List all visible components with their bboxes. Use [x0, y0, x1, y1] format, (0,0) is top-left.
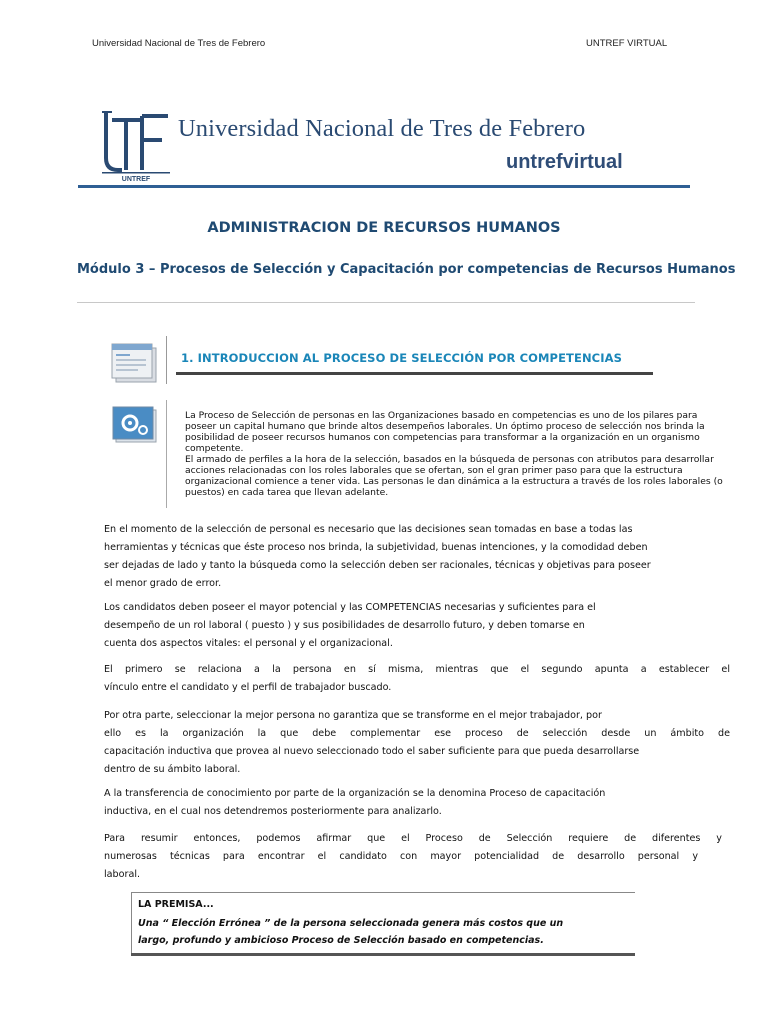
- section-divider-vertical: [166, 336, 167, 384]
- text-line: Los candidatos deben poseer el mayor potencial y las COMPETENCIAS necesarias y suficientes para el: [104, 602, 596, 613]
- intro-text: [185, 410, 730, 498]
- text-line: capacitación inductiva que provea al nuevo seleccionado todo el saber suficiente para que pueda desarrollarse: [104, 746, 640, 757]
- running-header-right: UNTREF VIRTUAL: [586, 38, 668, 49]
- text-line: cuenta dos aspectos vitales: el personal y el organizacional.: [104, 638, 393, 649]
- body-paragraph-6: [104, 830, 722, 884]
- text-line: laboral.: [104, 869, 141, 880]
- premise-label: LA PREMISA...: [138, 899, 214, 910]
- text-line: A la transferencia de conocimiento por parte de la organización se la denomina Proceso de capacitación: [104, 788, 606, 799]
- premise-text: [138, 915, 628, 949]
- gear-window-icon: [110, 404, 160, 450]
- subbrand-name: untrefvirtual: [506, 151, 623, 173]
- body-paragraph-1: [104, 521, 730, 593]
- text-line: En el momento de la selección de personal es necesario que las decisiones sean tomadas en base a todas las: [104, 524, 633, 535]
- premise-top-rule: [131, 892, 635, 893]
- section-underline: [176, 372, 653, 375]
- text-line: ello es la organización la que debe complementar ese proceso de selección desde un ámbito de: [104, 728, 730, 739]
- text-line: el menor grado de error.: [104, 578, 222, 589]
- body-paragraph-5: [104, 785, 730, 821]
- intro-divider-vertical: [166, 400, 167, 508]
- logo-divider: [78, 185, 690, 188]
- running-header-left: Universidad Nacional de Tres de Febrero: [92, 38, 266, 49]
- text-line: Para resumir entonces, podemos afirmar que el Proceso de Selección requiere de diferentes y: [104, 833, 722, 844]
- text-line: dentro de su ámbito laboral.: [104, 764, 241, 775]
- document-title: ADMINISTRACION DE RECURSOS HUMANOS: [207, 220, 561, 236]
- text-line: numerosas técnicas para encontrar el candidato con mayor potencialidad de desarrollo personal y: [104, 851, 698, 862]
- text-line: ser dejadas de lado y tanto la búsqueda como la selección deben ser racionales, técnicas y objetivas para poseer: [104, 560, 651, 571]
- text-line: inductiva, en el cual nos detendremos posteriormente para analizarlo.: [104, 806, 442, 817]
- text-line: El primero se relaciona a la persona en sí misma, mientras que el segundo apunta a establecer el: [104, 664, 730, 675]
- logo-caption: UNTREF: [121, 176, 151, 182]
- module-divider: [77, 302, 695, 303]
- window-icon: [108, 340, 158, 386]
- body-paragraph-4: [104, 707, 730, 779]
- text-line: desempeño de un rol laboral ( puesto ) y sus posibilidades de desarrollo futuro, y deben tomarse en: [104, 620, 585, 631]
- text-line: vínculo entre el candidato y el perfil de trabajador buscado.: [104, 682, 392, 693]
- body-paragraph-3: [104, 661, 730, 697]
- intro-paragraph-1: La Proceso de Selección de personas en las Organizaciones basado en competencias es uno de los pilares para poseer un capital humano que brinde altos desempeños laborales. Un óptimo proceso de selección nos brinda la posibilidad de poseer recursos humanos con competencias para transformar a la organización en un organismo competente.: [185, 410, 705, 454]
- text-line: Por otra parte, seleccionar la mejor persona no garantiza que se transforme en el mejor trabajador, por: [104, 710, 602, 721]
- section-heading: 1. INTRODUCCION AL PROCESO DE SELECCIÓN POR COMPETENCIAS: [181, 351, 622, 365]
- premise-line-1: Una “ Elección Errónea ” de la persona seleccionada genera más costos que un: [138, 918, 564, 929]
- premise-line-2: largo, profundo y ambicioso Proceso de Selección basado en competencias.: [138, 935, 544, 946]
- university-logo: [100, 108, 690, 192]
- premise-left-rule: [131, 893, 132, 953]
- body-paragraph-2: [104, 599, 730, 653]
- intro-paragraph-2: El armado de perfiles a la hora de la selección, basados en la búsqueda de personas con atributos para desarrollar acciones relacionadas con los roles laborales que se ofertan, son el gran primer paso para que la estructura organizacional comience a tener vida. Las personas le dan dinámica a la estructura a través de los roles laborales (o puestos) en cada tarea que llevan adelante.: [185, 454, 723, 498]
- university-name: Universidad Nacional de Tres de Febrero: [178, 115, 586, 142]
- untref-logo-icon: [100, 108, 172, 182]
- premise-bottom-rule: [131, 953, 635, 956]
- text-line: herramientas y técnicas que éste proceso nos brinda, la subjetividad, buenas intenciones, y la comodidad deben: [104, 542, 648, 553]
- module-title: Módulo 3 – Procesos de Selección y Capacitación por competencias de Recursos Humanos: [77, 262, 736, 277]
